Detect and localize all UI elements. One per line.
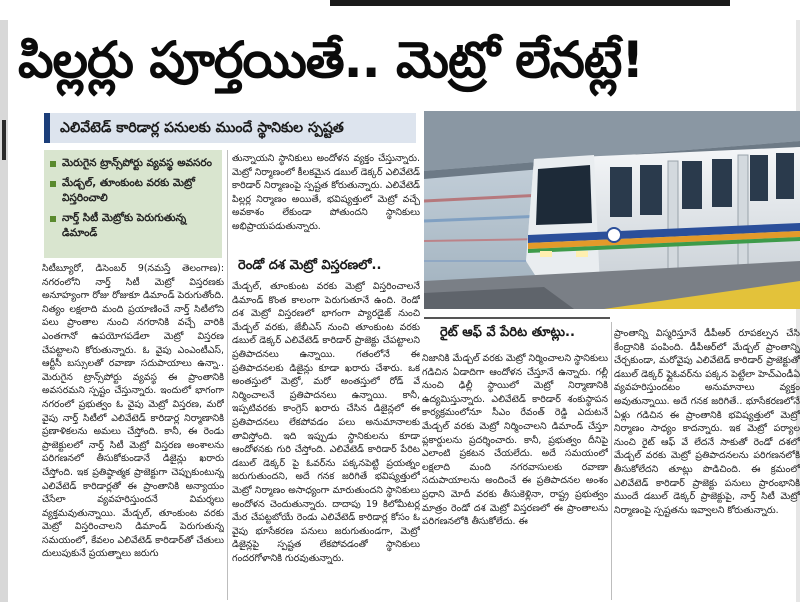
column-divider <box>611 322 612 600</box>
section-heading-box <box>424 317 610 347</box>
bullet-square-icon <box>50 216 56 222</box>
highlight-item <box>50 176 218 206</box>
article-column-4: ప్రాంతాన్ని విస్మరిస్తూనే డీపీఆర్ రూపకల్పన చేసి కేంద్రానికి పంపింది. డీపీఆర్‌లో మేడ్చల్ ప్రాంతాన్ని చేర్చకుండా, మరోవైపు ఎలివేటెడ్ కారిడార్ ప్రాజెక్టుతో డబుల్ డెక్కర్ ఫ్లైఓవర్‌ను పక్కన పెట్టేలా హెచ్‌ఎండీఏ వ్యవహరిస్తుందటం అనుమానాలు వ్యక్తం అవుతున్నాయి. అదే గనక జరిగితే.. భూసేకరణలోనే ఏళ్లు గడిచిన ఈ ప్రాంతానికి భవిష్యత్తులో మెట్రో నిర్మాణం సాధ్యం కాదన్నారు. ఇక మెట్రో పర్యాల నుంచి రైట్ ఆఫ్ వే లేదనే సాకుతో రెండో దశలో మేడ్చల్ వరకు మెట్రో ప్రతిపాదనలను పరిగణనలోకి తీసుకోలేదని తూట్లు పొడిచింది. ఈ క్రమంలో ఎలివేటెడ్ కారిడార్ ప్రాజెక్టు పనులు ప్రారంభానికి ముందే డబుల్ డెక్కర్ ప్రాజెక్టుపై, నార్త్ సిటీ మెట్రో నిర్మాణంపై స్పష్టతను ఇవ్వాలని కోరుతున్నారు. <box>614 328 800 516</box>
article-headline: పిల్లర్లు పూర్తయితే.. మెట్రో లేనట్లే! <box>18 31 644 89</box>
section-heading-right-of-way: రైట్ ఆఫ్ వే పేరిట తూట్లు.. <box>440 325 575 340</box>
metro-train-illustration <box>424 111 800 309</box>
article-subheadline: ఎలివేటెడ్ కారిడార్ల పనులకు ముందే స్థానికుల స్పష్టత <box>44 113 416 143</box>
left-page-edge <box>0 20 8 602</box>
article-column-2-top: తున్నాయని స్థానికులు అందోళన వ్యక్తం చేస్తున్నారు. మెట్రో నిర్మాణంలో కీలకమైన డబుల్ డెక్కర్ ఎలివేటెడ్ కారిడార్ నిర్మాణంపై స్పష్టత కోరుతున్నారు. ఎలివేటెడ్ పిల్లర్ల నిర్మాణం అయితే, భవిష్యత్తులో మెట్రో వచ్చే అవకాశం లేకుండా పోతుందని స్థానికులు అభిప్రాయపడుతున్నారు. <box>232 153 420 232</box>
article-column-2: మేడ్చల్, తూంకుంట వరకు మెట్రో విస్తరించాలనే డిమాండ్ కొంత కాలంగా పెరుగుతూనే ఉంది. రెండో దశ మెట్రో విస్తరణలో భాగంగా ప్యారడైజ్ నుంచి మేడ్చల్ వరకు, జేబీఎస్ నుంచి తూంకుంట వరకు డబుల్ డెక్కర్ ఎలివేటెడ్ కారిడార్ ప్రాజెక్టు చేపట్టాలని ప్రతిపాదనలు ఉన్నాయి. గతంలోనే ఈ ప్రతిపాదనలకు డిజైన్లు కూడా ఖరారు చేశారు. ఒక అంతస్తులో మెట్రో, మరో అంతస్తులో రోడ్ వే నిర్మించాలనే ప్రతిపాదనలు ఉన్నాయి. కానీ, ఇప్పటివరకు కాంగ్రెస్ ఖరారు చేసిన డిజైన్లలో ఈ ప్రతిపాదనలు లేకపోవడం పలు అనుమానాలకు తావిస్తోంది. ఇది ఇప్పుడు స్థానికులను కూడా ఆందోళనకు గురి చేస్తోంది. ఎలివేటెడ్ కారిడార్ పేరిట డబుల్ డెక్కర్ పై ఓవర్‌ను పక్కనపెట్టి ప్రయత్నం జరుగుతుందని, అదే గనక జరిగితే భవిష్యత్తులో మెట్రో నిర్మాణం అసాధ్యంగా మారుతుందని స్థానికులు అందోళన చెందుతున్నారు. దాదాపు 19 కిలోమీటర్ల మేర చేపట్టబోయే రెండు ఎలివేటెడ్ కారిడార్ల కోసం ఓ వైపు భూసేకరణ పనులు జరుగుతుండగా, మెట్రో డిజైన్లపై స్పష్టత లేకపోవడంతో స్థానికులు గందరగోళానికి గురవుతున్నారు. <box>232 281 420 564</box>
section-heading-phase-two: రెండో దశ మెట్రో విస్తరణలో.. <box>238 258 382 273</box>
column-divider <box>227 150 228 600</box>
article-column-1: సిటీబ్యూరో, డిసెంబర్ 9(నమస్తే తెలంగాణ): నగరంలోని నార్త్ సిటీ మెట్రో విస్తరణకు అనూహ్యంగా రోజు రోజుకూ డిమాండ్ పెరుగుతోంది. నిత్యం లక్షలాది మంది ప్రయాణించే నార్త్ సిటీలోని పలు ప్రాంతాల నుంచి నగరానికి వచ్చే వారికి ఎంతగానో ఉపయోగపడేలా మెట్రో విస్తరణ చేపట్టాలని కోరుతున్నారు. ఓ వైపు ఎంఎంటీఎస్, ఆర్టీసీ బస్సులతో రవాణా సదుపాయాలు ఉన్నా.. మెరుగైన ట్రాన్స్‌పోర్టు వ్యవస్థ ఈ ప్రాంతానికి అవసరమని స్పష్టం చేస్తున్నారు. ఇందులో భాగంగా నగరంలో ప్రభుత్వం ఓ వైపు మెట్రో విస్తరణ, మరో వైపు నార్త్ సిటీలో ఎలివేటెడ్ కారిడార్ల నిర్మాణానికి ప్రణాళికలను అమలు చేస్తోంది. కానీ, ఈ రెండు ప్రాజెక్టులలో నార్త్ సిటీ మెట్రో విస్తరణ అంశాలను పరిగణనలో తీసుకోకుండానే డిజైన్లు ఖరారు చేస్తోంది. ఇక ప్రతిష్ఠాత్మక ప్రాజెక్టుగా చెప్పుకుంటున్న ఎలివేటెడ్ కారిడార్లతో ఈ ప్రాంతానికి అన్యాయం చేసేలా వ్యవహరిస్తుందనే విమర్శలు వ్యక్తమవుతున్నాయి. మేడ్చల్, తూంకుంట వరకు మెట్రో విస్తరించాలని డిమాండ్ పెరుగుతున్న సమయంలో, కేవలం ఎలివేటెడ్ కారిడార్‌తో చేతులు దులుపుకునే ప్రయత్నాలు జరుగు <box>42 263 224 560</box>
top-bar <box>0 0 800 8</box>
highlights-box <box>44 150 222 258</box>
bullet-square-icon <box>50 181 56 187</box>
top-bar-strip <box>330 0 730 6</box>
bullet-square-icon <box>50 161 56 167</box>
highlight-item <box>50 156 218 171</box>
highlight-text: నార్త్ సిటీ మెట్రోకు పెరుగుతున్న డిమాండ్ <box>62 212 187 239</box>
metro-train-photo <box>424 111 800 309</box>
highlight-item <box>50 211 218 241</box>
article-column-3: నిజానికి మేడ్చల్ వరకు మెట్రో నిర్మించాలని స్థానికులు గడిచిన ఏడాదిగా ఆందోళన చేస్తూనే ఉన్నారు. గల్లీ నుంచి ఢిల్లీ స్థాయిలో మెట్రో నిర్మాణానికి ఉద్యమిస్తున్నారు. ఎలివేటెడ్ కారిడార్ శంకుస్థాపన కార్యక్రమంలోనూ సీఎం రేవంత్ రెడ్డి ఎదుటనే మేడ్చల్ వరకు మెట్రో నిర్మించాలని డిమాండ్ చేస్తూ ప్లకార్డులను ప్రదర్శించారు. కానీ, ప్రభుత్వం దీనిపై ఎలాంటి ప్రకటన చేయలేదు. అదే సమయంలో లక్షలాది మంది నగరవాసులకు రవాణా సదుపాయాలను అందించే ఈ ప్రతిపాదనల అంశం ప్రధాని మోదీ వరకు తీసుకెళ్లినా, రాష్ట్ర ప్రభుత్వం మాత్రం రెండో దశ మెట్రో విస్తరణలో ఈ ప్రాంతాలను పరిగణనలోకి తీసుకోలేదు. ఈ <box>422 353 608 528</box>
left-edge-mark <box>2 120 6 160</box>
highlight-text: మేడ్చల్, తూంకుంట వరకు మెట్రో విస్తరించాలి <box>62 177 195 204</box>
highlight-text: మెరుగైన ట్రాన్స్‌పోర్టు వ్యవస్థ అవసరం <box>62 157 212 169</box>
